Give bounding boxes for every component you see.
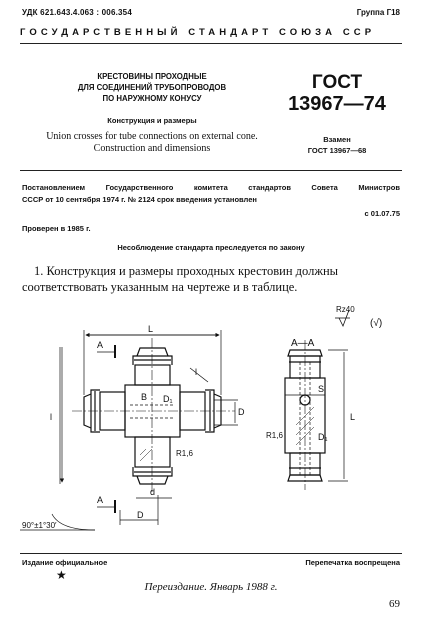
section-aa-label: А—А <box>291 338 315 349</box>
footer-rule <box>20 553 402 554</box>
official-edition: Издание официальное <box>22 558 108 567</box>
title-en-line: Construction and dimensions <box>93 143 211 154</box>
angle-label: 90°±1°30′ <box>22 521 57 530</box>
dim-label-d1: D₁ <box>163 394 173 404</box>
section-1-text: 1. Конструкция и размеры проходных крестовин должны соответствовать указанным на чертеже и в таблице. <box>22 264 339 294</box>
dim-label-l-right: l <box>195 367 197 377</box>
state-standard-heading: ГОСУДАРСТВЕННЫЙ СТАНДАРТ СОЮЗА ССР <box>20 27 376 38</box>
title-line: КРЕСТОВИНЫ ПРОХОДНЫЕ <box>97 72 207 81</box>
dim-label-b: B <box>141 392 148 402</box>
udk-code: УДК 621.643.4.063 : 006.354 <box>22 8 132 17</box>
title-line: ДЛЯ СОЕДИНЕНИЙ ТРУБОПРОВОДОВ <box>77 83 227 92</box>
decree-word: комитета <box>193 183 228 192</box>
group-code: Группа Г18 <box>356 8 400 17</box>
radius-label-front: R1,6 <box>176 449 193 458</box>
effective-date: с 01.07.75 <box>364 209 400 218</box>
title-ru <box>42 71 262 104</box>
reissue-note: Переиздание. Январь 1988 г. <box>144 581 278 593</box>
top-rule <box>20 43 402 44</box>
dim-label-s: S <box>318 384 325 394</box>
radius-label-section: R1,6 <box>266 431 283 440</box>
gost-number: 13967—74 <box>288 93 386 115</box>
dim-label-d-small: d <box>150 487 156 497</box>
roughness-check: (√) <box>370 318 383 329</box>
decree-word: Министров <box>358 183 400 192</box>
decree-word: Постановлением <box>22 183 86 192</box>
cross-front-view <box>84 348 221 484</box>
checked-note: Проверен в 1985 г. <box>22 224 91 233</box>
section-label-a-bottom: A <box>97 495 104 505</box>
technical-drawing <box>0 300 422 550</box>
title-en-line: Union crosses for tube connections on external cone. <box>46 131 258 142</box>
dim-label-d1-section: D₁ <box>318 432 328 442</box>
title-line: ПО НАРУЖНОМУ КОНУСУ <box>102 94 202 103</box>
dim-label-d-right: D <box>238 407 245 417</box>
decree-word: стандартов <box>248 183 291 192</box>
section-aa-view <box>285 340 348 490</box>
star-mark: ★ <box>56 568 67 582</box>
subtitle-ru: Конструкция и размеры <box>107 116 197 125</box>
page-number: 69 <box>389 598 400 610</box>
replaces-label: Взамен <box>323 135 351 144</box>
dim-label-l-left: l <box>50 412 52 422</box>
replaces-standard: ГОСТ 13967—68 <box>307 146 367 155</box>
dim-label-L: L <box>148 324 154 334</box>
decree-line-2: СССР от 10 сентября 1974 г. № 2124 срок введения установлен <box>22 195 257 204</box>
dim-label-d-bottom: D <box>137 510 144 520</box>
roughness-label: Rz40 <box>336 305 355 314</box>
dim-label-l-section: L <box>350 412 356 422</box>
mid-rule <box>20 170 402 171</box>
reprint-forbidden: Перепечатка воспрещена <box>305 558 400 567</box>
decree-word: Совета <box>311 183 338 192</box>
section-label-a-top: A <box>97 340 104 350</box>
legal-warning: Несоблюдение стандарта преследуется по закону <box>117 243 305 252</box>
decree-line-1 <box>22 183 400 192</box>
title-en <box>30 131 274 155</box>
gost-label: ГОСТ <box>311 72 363 93</box>
decree-word: Государственного <box>105 183 174 192</box>
